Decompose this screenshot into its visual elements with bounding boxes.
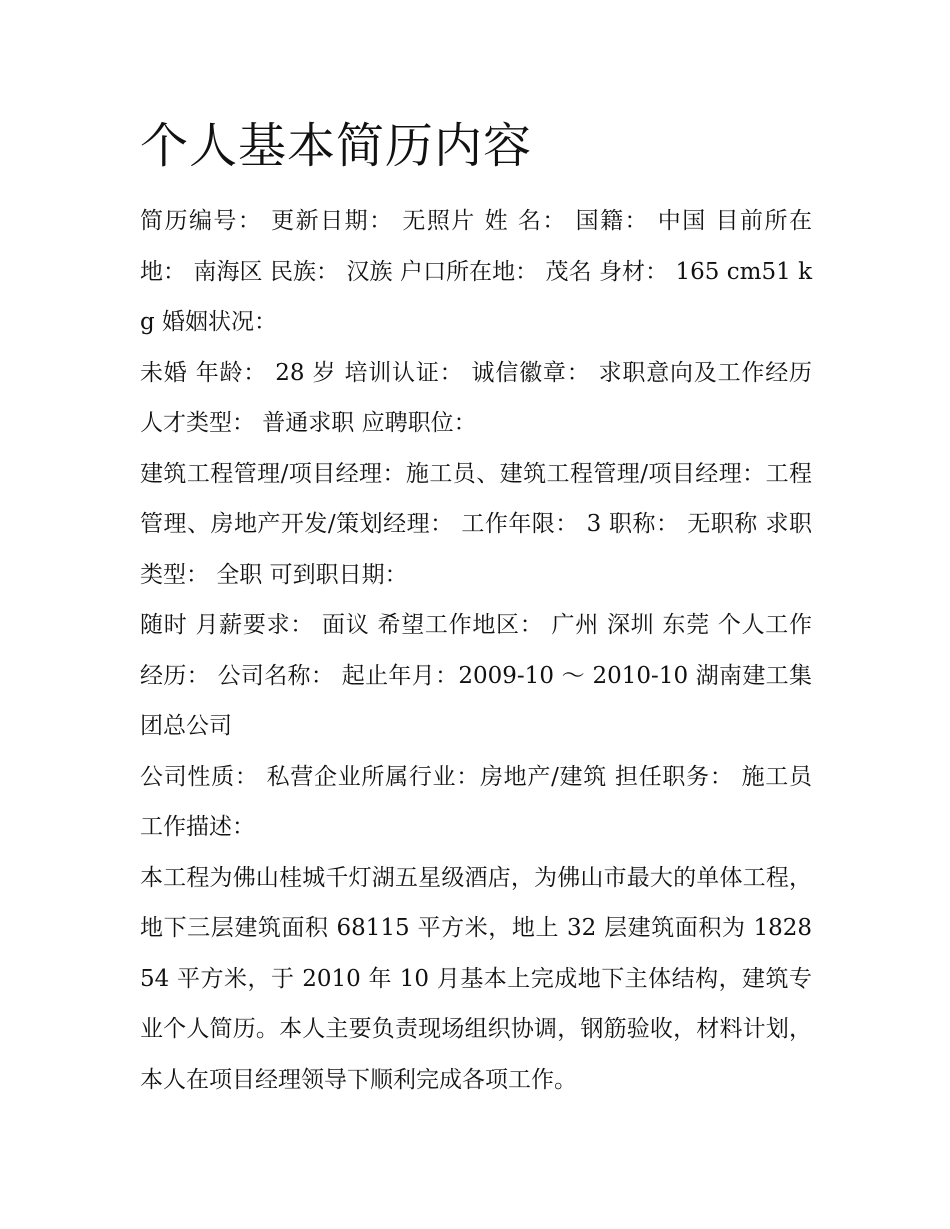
document-body	[140, 196, 812, 1105]
paragraph-company-nature: 公司性质： 私营企业所属行业：房地产/建筑 担任职务： 施工员 工作描述：	[140, 763, 812, 840]
paragraph-work-description: 本工程为佛山桂城千灯湖五星级酒店，为佛山市最大的单体工程，地下三层建筑面积 68115 平方米，地上 32 层建筑面积为 182854 平方米，于 2010 年 10 月基本上完成地下主体结构，建筑专业个人简历。本人主要负责现场组织协调，钢筋验收，材料计划，本人在项目经理领导下顺利完成各项工作。	[140, 864, 812, 1093]
document-title: 个人基本简历内容	[140, 118, 533, 174]
paragraph-personal-info: 简历编号： 更新日期： 无照片 姓 名： 国籍： 中国 目前所在地： 南海区 民族： 汉族 户口所在地： 茂名 身材： 165 cm51 kg 婚姻状况：	[140, 208, 812, 335]
paragraph-job-intention: 建筑工程管理/项目经理：施工员、建筑工程管理/项目经理：工程管理、房地产开发/策划经理： 工作年限： 3 职称： 无职称 求职类型： 全职 可到职日期：	[140, 460, 812, 588]
paragraph-marital-age: 未婚 年龄： 28 岁 培训认证： 诚信徽章： 求职意向及工作经历 人才类型： 普通求职 应聘职位：	[140, 359, 812, 436]
paragraph-availability-history: 随时 月薪要求： 面议 希望工作地区： 广州 深圳 东莞 个人工作经历： 公司名称： 起止年月：2009-10 ～ 2010-10 湖南建工集团总公司	[140, 612, 812, 739]
